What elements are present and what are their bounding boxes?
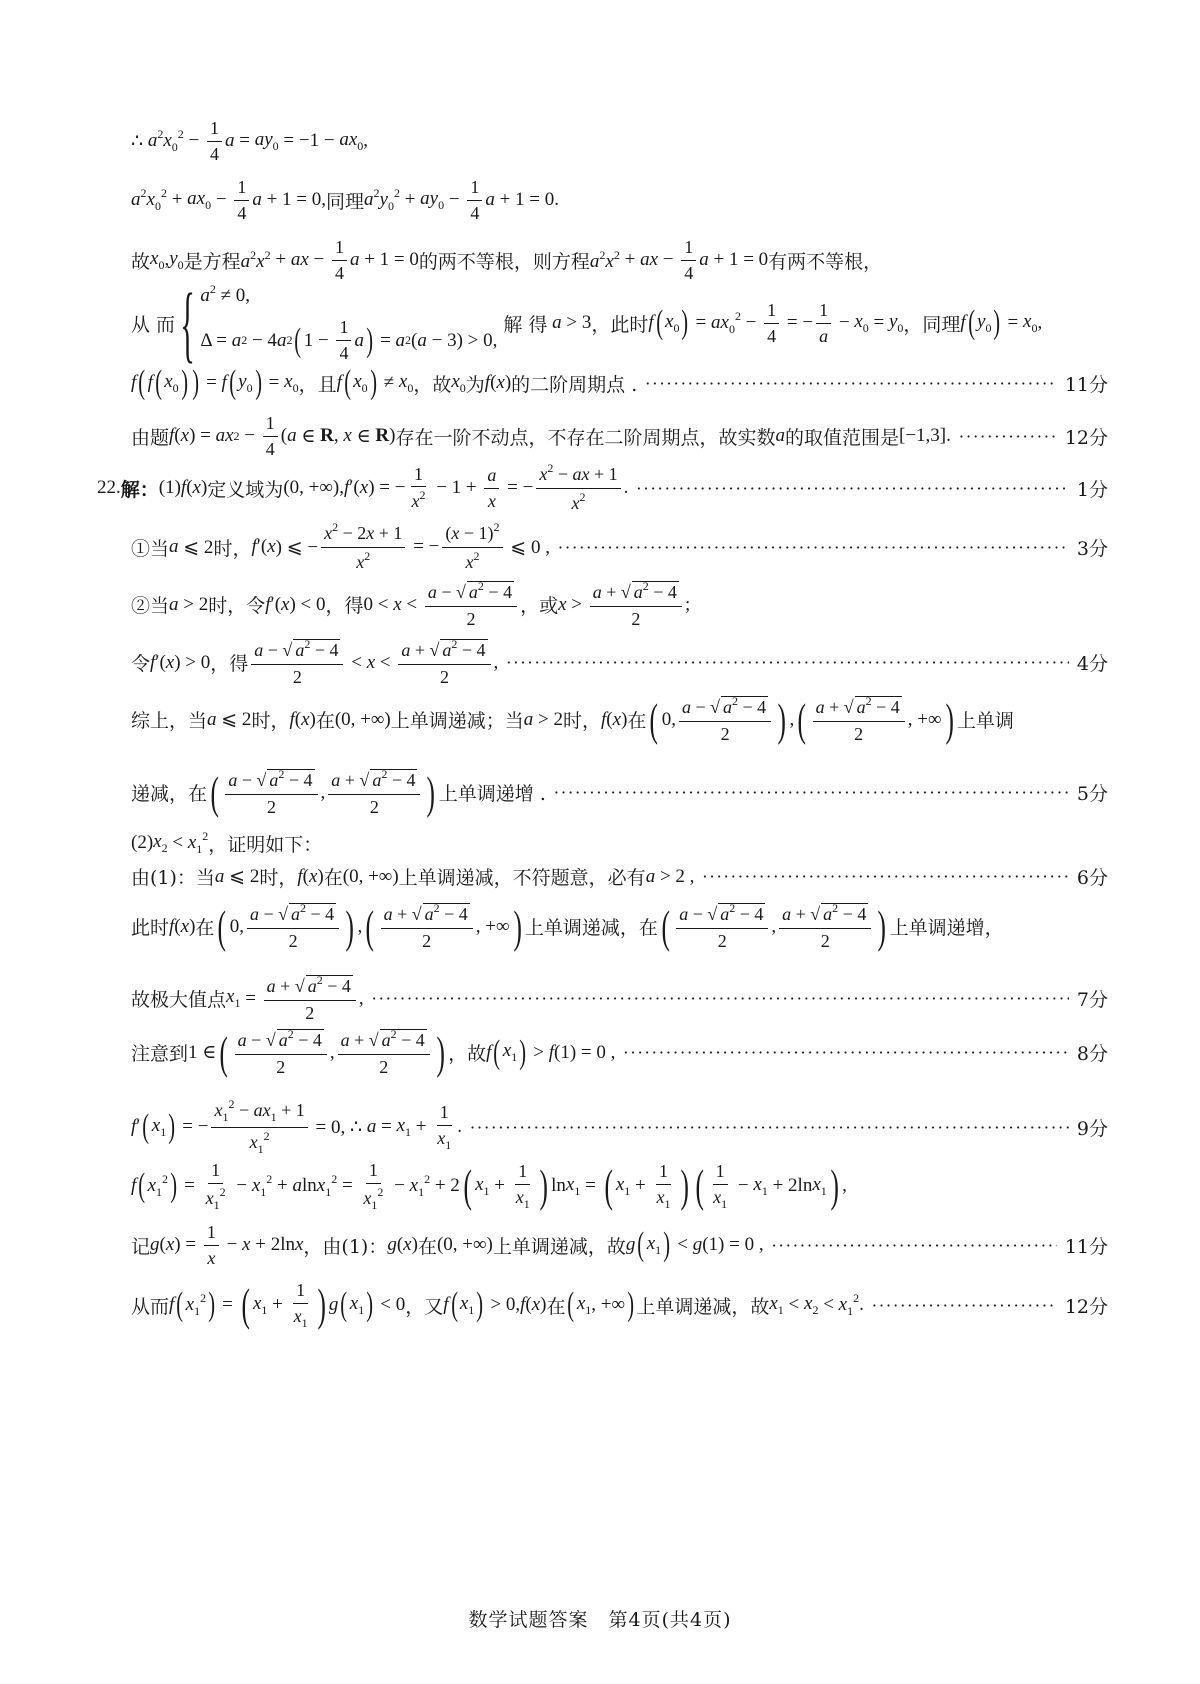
solution-line-2: $a^2x_0^2$ + $ax_0$ − $\frac{1}{4}$ a + 1 = 0, 同理 $a^2y_0^2$ + $ay_0$ − $\frac{1}{4}$ a + 1 = 0.: [131, 177, 560, 223]
text-ji: 记: [131, 1235, 151, 1258]
text-dijian-gu-2: 上单调递减，故: [636, 1295, 770, 1318]
solution-line-7: 22. 解： (1) f ( x ) 定义域为 (0, +∞), f ′( x ) = − $\frac{1}{x^2}$ − 1 + $\frac{a}{x}$ = − $\frac{x^2 - ax + 1}{x^2}$ . ····· 1分: [97, 462, 1108, 514]
solution-line-20: 从而 f ( $x_1^2$ ) = ( $x_1$ + $\frac{1}{x_1}$ ) g ( $x_1$ ) < 0 ，又 f ( $x_1$ ) > 0, f ( x ) 在 ( $x_1$ , +∞ ) 上单调递减，故 $x_1$ < $x_2$ < $x_1^2$ . ····· 12分: [131, 1280, 1108, 1330]
leader-dots: [506, 653, 1069, 672]
solution-line-19a: f ( $x_1^2$ ) = $\frac{1}{x_1^2}$ − $x_1^2$ + a ln $x_1^2$ = $\frac{1}{x_1^2}$ − $x_1^2$ + 2 ( $x_1$ + $\frac{1}{x_1}$ ) ln $x_1$ = ( $x_1$ + $\frac{1}{x_1}$ ) ( $\frac{1}{x_1}$ − $x_1$ + 2ln $x_1$ ) ,: [131, 1160, 847, 1212]
text-zai-4: 在: [195, 917, 215, 940]
solution-line-13: (2) $x_2$ < $x_1^2$ ，证明如下：: [131, 829, 323, 856]
text-shi-ling: 时，令: [208, 595, 266, 618]
question-number: 22.: [97, 477, 121, 499]
text-dijian-zai: 递减，在: [131, 783, 208, 806]
solution-line-5: f ( f ( $x_0$ ) ) = f ( $y_0$ ) = $x_0$ ，且 f ( $x_0$ ) ≠ $x_0$ ，故 $x_0$ 为 f ( x ) 的二阶周期点 . ····· 11分: [131, 366, 1108, 400]
text-wei: 为: [465, 373, 485, 396]
text-shi: 时，: [213, 537, 252, 560]
leader-dots: [872, 1296, 1057, 1315]
text-you-1: 由(1)：当: [131, 867, 215, 889]
text-congerer: 从 而: [131, 313, 176, 336]
leader-dots: [554, 783, 1069, 802]
solution-line-9: ②当 a > 2 时，令 f ′( x ) < 0 ，得 0 < x < $\frac{a - √ a^2 - 4}{2}$ ，或 x > $\frac{a + √ a^2 - 4}{2}$ ;: [131, 579, 691, 629]
text-de: ，得: [325, 595, 364, 618]
text-shi-4: 时，: [259, 867, 298, 889]
score-label: 8分: [1076, 1043, 1108, 1066]
score-label: 11分: [1064, 373, 1108, 396]
text-congerer-2: 从而: [131, 1295, 170, 1318]
text-dandiao-dizeng: 上单调递增 .: [438, 783, 546, 806]
leader-dots: [636, 479, 1069, 498]
score-label: 11分: [1064, 1235, 1108, 1258]
left-brace: {: [180, 275, 195, 371]
solution-line-8: ①当 a ⩽ 2 时， f ′( x ) ⩽ − $\frac{x^2 - 2x + 1}{x^2}$ = − $\frac{(x - 1)^2}{x^2}$ ⩽ 0 , ····· 3分: [131, 521, 1108, 573]
text-huo: ，或: [520, 595, 559, 618]
text-part-2: (2): [131, 832, 154, 853]
solution-line-6: 由题 f ( x ) = ax 2 − $\frac{1}{4}$ ( a ∈ R , x ∈ R ) 存在一阶不动点，不存在二阶周期点，故实数 a 的取值范围是 [−1,3]. ····· 12分: [131, 413, 1108, 459]
solution-line-17: 注意到 1 ∈ ( $\frac{a - √ a^2 - 4}{2}$ , $\frac{a + √ a^2 - 4}{2}$ ) ，故 f ( $x_1$ ) > f (1) = 0 , ····· 8分: [131, 1028, 1108, 1077]
text-qie: ，且: [298, 373, 337, 396]
text-budongdian: 存在一阶不动点，不存在二阶周期点，故实数: [395, 426, 776, 449]
text-dandiao-dijian: 上单调递减；当: [390, 710, 524, 733]
text-bufu-tiyi: 上单调递减，不符题意，必有: [398, 867, 646, 889]
score-label: 5分: [1076, 783, 1108, 806]
text-gu-3: ，故: [448, 1043, 487, 1066]
text-gu-2: ，故: [413, 373, 452, 396]
text-case-1: ①当: [131, 537, 170, 560]
score-label: 7分: [1076, 989, 1108, 1012]
leader-dots: [702, 867, 1069, 886]
leader-dots: [470, 1118, 1069, 1137]
solution-line-11: 综上，当 a ⩽ 2 时， f ( x ) 在 (0, +∞) 上单调递减；当 a > 2 时， f ( x ) 在 ( 0, $\frac{a - √ a^2 - 4}{2}$ ) , ( $\frac{a + √ a^2 - 4}{2}$ , +∞ ) 上单调: [131, 693, 1014, 745]
text-de-2: ，得: [210, 653, 249, 676]
text-zhengming-ruxia: ，证明如下：: [208, 833, 323, 856]
leader-dots: [772, 1236, 1057, 1255]
text-shangdandiao: 上单调: [956, 710, 1014, 733]
solution-line-18: f ′ ( $x_1$ ) = − $\frac{x_1^2 - ax_1 + 1}{x_1^2}$ = 0, ∴ a = $x_1$ + $\frac{1}{x_1}$ . ····· 9分: [131, 1098, 1108, 1157]
score-label: 1分: [1076, 478, 1108, 501]
solution-line-10: 令 f ′( x ) > 0 ，得 $\frac{a - √ a^2 - 4}{2}$ < x < $\frac{a + √ a^2 - 4}{2}$ , ····· 4分: [131, 638, 1108, 687]
leader-dots: [645, 374, 1057, 393]
text-shi-2: 时，: [251, 710, 290, 733]
score-label: 12分: [1064, 426, 1108, 449]
text-ling: 令: [131, 653, 151, 676]
text-liang-budeng-gen: 的两不等根，则方程: [418, 250, 590, 273]
leader-dots: [558, 538, 1069, 557]
text-zai-3: 在: [323, 867, 343, 889]
solution-line-12: 递减，在 ( $\frac{a - √ a^2 - 4}{2}$ , $\frac{a + √ a^2 - 4}{2}$ ) 上单调递增 . ····· 5分: [131, 768, 1108, 817]
text-shi-fangcheng: 是方程: [183, 250, 241, 273]
solution-line-3: 故 $x_0$ , $y_0$ 是方程 $a^2x^2$ + ax − $\frac{1}{4}$ a + 1 = 0 的两不等根，则方程 $a^2x^2$ + ax − $\frac{1}{4}$ a + 1 = 0 有两不等根，: [131, 237, 883, 283]
text-you-liang-budeng-gen: 有两不等根，: [768, 250, 883, 273]
text-jie: 解：: [120, 478, 159, 501]
score-label: 6分: [1076, 867, 1108, 889]
score-label: 4分: [1076, 653, 1108, 676]
text-tongli: 同理: [326, 190, 365, 213]
text-gu: 故: [131, 250, 151, 273]
leader-dots: [959, 427, 1057, 446]
text-cishi-2: 此时: [131, 917, 170, 940]
solution-line-4: 从 而 { $a^2 \ne 0$, Δ = a 2 − 4 a 2 ( 1 − $\frac{1}{4}$ a ) = a 2 ( a − 3) > 0, 解 得 a > 3 ，此时 f ( $x_0$ ) = $ax_0^2$ − $\frac{1}{4}$ = − $\frac{1}{a}$ − $x_0$ = $y_0$ ，同理 f ( $y_0$ ) = $x_0$ ,: [131, 275, 1043, 371]
text-jiede: 解 得: [503, 313, 548, 336]
solution-line-15: 此时 f ( x ) 在 ( 0, $\frac{a - √ a^2 - 4}{2}$ ) , ( $\frac{a + √ a^2 - 4}{2}$ , +∞ ) 上单调递减，在 ( $\frac{a - √ a^2 - 4}{2}$ , $\frac{a + √ a^2 - 4}{2}$ ) 上单调递增，: [131, 900, 1004, 952]
score-label: 3分: [1076, 537, 1108, 560]
page-footer: 数学试题答案 第4页(共4页): [468, 1609, 732, 1631]
text-dizeng: 上单调递增，: [889, 917, 1004, 940]
text-jidazhidian: 故极大值点: [131, 989, 227, 1012]
text-zai-5: 在: [417, 1235, 437, 1258]
leader-dots: [623, 1043, 1069, 1062]
text-zai-2: 在: [627, 710, 647, 733]
score-label: 9分: [1076, 1117, 1108, 1140]
text-cishi: ，此时: [591, 313, 649, 336]
score-label: 12分: [1064, 1295, 1108, 1318]
solution-line-1: ∴ $a^2x_0^2$ − $\frac{1}{4}$ a = $ay_0$ = −1 − $ax_0$ ,: [131, 118, 368, 164]
text-shi-3: 时，: [563, 710, 602, 733]
text-case-2: ②当: [131, 595, 170, 618]
text-tongli-2: ，同理: [903, 313, 961, 336]
leader-dots: [372, 989, 1069, 1008]
text-erjie-zhouqidian: 的二阶周期点 .: [511, 373, 638, 396]
text-dingyiyu: 定义域为: [207, 478, 284, 501]
text-zai: 在: [315, 710, 335, 733]
text-zongshang: 综上，当: [131, 710, 208, 733]
text-dijian-zai-2: 上单调递减，在: [524, 917, 658, 940]
solution-line-14: 由(1)：当 a ⩽ 2 时， f ( x ) 在 (0, +∞) 上单调递减，不符题意，必有 a > 2 , ····· 6分: [131, 863, 1108, 890]
text-you: ，又: [405, 1295, 444, 1318]
solution-line-16: 故极大值点 $x_1$ = $\frac{a + √ a^2 - 4}{2}$ , ····· 7分: [131, 974, 1108, 1023]
text-zai-6: 在: [546, 1295, 566, 1318]
text-dijian-gu: 上单调递减，故: [492, 1235, 626, 1258]
text-part-1: (1): [158, 477, 181, 499]
text-you-1-b: ，由(1)：: [303, 1235, 388, 1258]
text-quzhi-fanwei: 的取值范围是: [785, 426, 900, 449]
solution-line-19: 记 g ( x ) = $\frac{1}{x}$ − x + 2ln x ，由(1)： g ( x ) 在 (0, +∞) 上单调递减，故 g ( $x_1$ ) < g (1) = 0 , ····· 11分: [131, 1222, 1108, 1268]
text-youti: 由题: [131, 426, 170, 449]
text-zhuyidao: 注意到: [131, 1043, 189, 1066]
